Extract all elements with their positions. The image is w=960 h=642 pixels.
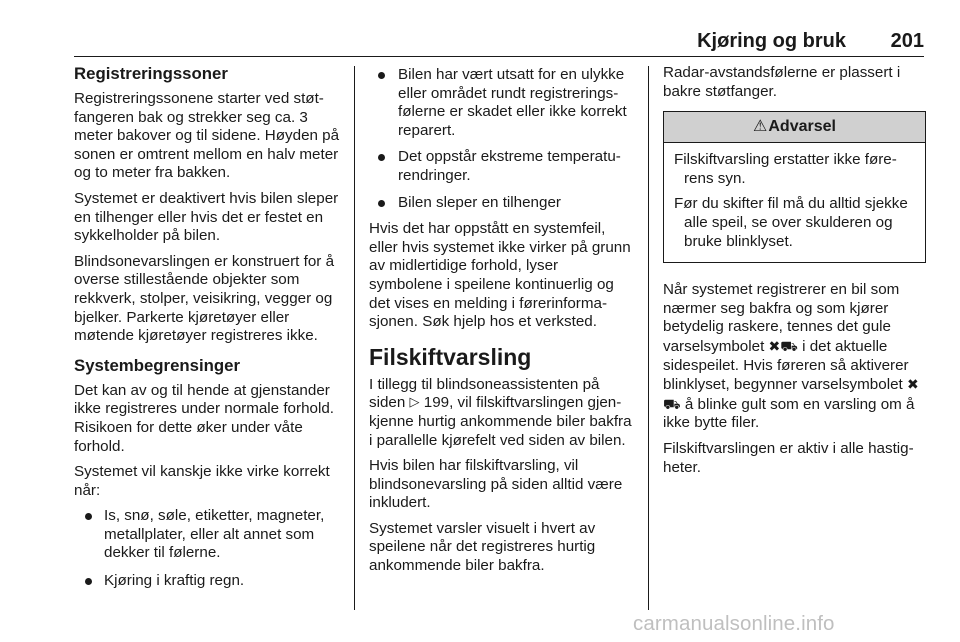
- paragraph: Systemet vil kanskje ikke virke korrekt når:: [74, 463, 330, 499]
- warning-body: [664, 143, 925, 262]
- list-item: Bilen har vært utsatt for en ulykke eller området rundt registrerings-følerne er skadet eller ikke korrekt reparert.: [369, 66, 635, 140]
- paragraph: Systemet er deaktivert hvis bilen sleper en tilhenger eller hvis det er festet en sykkelholder på bilen.: [74, 189, 339, 245]
- paragraph: [369, 376, 635, 450]
- text: I tillegg til blindsoneassistenten på siden: [369, 375, 600, 412]
- paragraph: Radar-avstandsfølerne er plassert i bakre støtfanger.: [663, 64, 901, 100]
- list-item: Kjøring i kraftig regn.: [74, 572, 344, 591]
- paragraph: Hvis bilen har filskiftvarsling, vil blindsonevarsling på siden alltid være inkludert.: [369, 457, 623, 512]
- column-left: [74, 64, 344, 600]
- paragraph: Systemet varsler visuelt i hvert av speilene når det registreres hurtig ankommende biler bakfra.: [369, 519, 596, 575]
- section-heading-systembegrensinger: Systembegrensinger: [74, 355, 241, 375]
- warning-box: [663, 111, 926, 263]
- warning-paragraph: Før du skifter fil må du alltid sjekke alle speil, se over skulderen og bruke blinklyset.: [674, 195, 908, 250]
- paragraph: Filskiftvarslingen er aktiv i alle hastig-heter.: [663, 439, 914, 476]
- paragraph: Registreringssonene starter ved støt-fangeren bak og strekker seg ca. 3 meter bakover og til sidene. Høyden på sonen er omtrent mellom en halv meter og to meter fra bakken.: [74, 90, 340, 182]
- warning-title: [664, 112, 925, 143]
- text: 199, vil filskiftvarslingen gjen-kjenne hurtig ankommende biler bakfra i parallelle kjørefelt ved siden av bilen.: [369, 394, 632, 449]
- text: å blinke gult som en varsling om å ikke bytte filer.: [663, 395, 915, 432]
- page-header: [74, 26, 924, 57]
- paragraph: Blindsonevarslingen er konstruert for å overse stillestående objekter som rekkverk, stolper, veisikring, vegger og bjelker. Parkerte kjøretøyer eller møtende kjøretøyer registreres ikke.: [74, 252, 335, 345]
- text: Når systemet registrerer en bil som nærmer seg bakfra og som kjører betydelig raskere, tennes det gule varselsymbolet: [663, 281, 900, 355]
- column-divider: [354, 66, 355, 610]
- warning-paragraph: Filskiftvarsling erstatter ikke føre-rens syn.: [674, 151, 897, 187]
- page-reference-icon: ▷: [409, 394, 420, 410]
- paragraph: Det kan av og til hende at gjenstander ikke registreres under normale forhold. Risikoen for dette øker under våte forhold.: [74, 381, 334, 455]
- paragraph: Hvis det har oppstått en systemfeil, eller hvis systemet ikke virker på grunn av midlertidige forhold, lyser symbolene i speilene kontinuerlig og det vises en melding i førerinforma-sjonen. Søk hjelp hos et verksted.: [369, 220, 631, 331]
- bullet-list: [74, 507, 344, 590]
- column-divider: [648, 66, 649, 610]
- warning-triangle-icon: ⚠: [753, 118, 768, 136]
- paragraph: [663, 281, 926, 433]
- lane-change-warning-icon: ✖⛟: [663, 376, 919, 412]
- list-item: Det oppstår ekstreme temperatu-rendringer.: [369, 148, 635, 185]
- column-right: [663, 64, 926, 484]
- text: i det aktuelle sidespeilet. Hvis føreren så aktiverer blinklyset, begynner varselsymbolet: [663, 337, 909, 394]
- lane-change-warning-icon: ✖⛟: [768, 337, 798, 354]
- warning-title-text: Advarsel: [768, 118, 836, 136]
- watermark: carmanualsonline.info: [633, 612, 835, 635]
- section-heading-filskiftvarsling: Filskiftvarsling: [369, 343, 532, 370]
- page-number: 201: [890, 30, 924, 52]
- column-middle: [369, 64, 635, 583]
- section-heading-registreringssoner: Registreringssoner: [74, 64, 228, 83]
- list-item: Bilen sleper en tilhenger: [369, 194, 635, 213]
- bullet-list: [369, 66, 635, 212]
- list-item: Is, snø, søle, etiketter, magneter, metallplater, eller alt annet som dekker til følerne.: [74, 507, 344, 563]
- header-title: Kjøring og bruk: [697, 30, 846, 52]
